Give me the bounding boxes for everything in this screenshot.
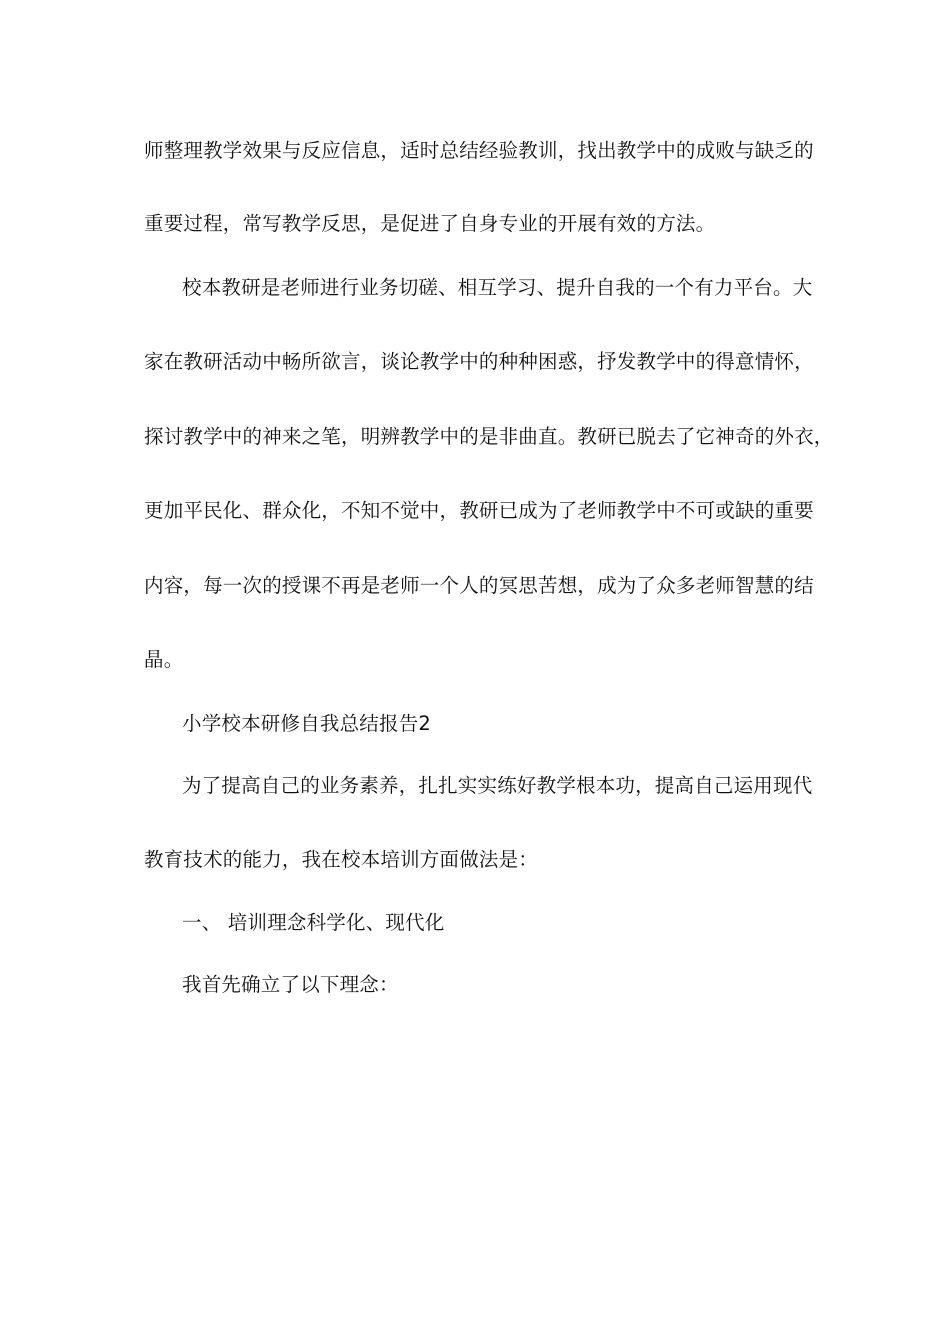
paragraph-line: 我首先确立了以下理念： xyxy=(182,973,399,996)
paragraph-line: 探讨教学中的神来之笔，明辨教学中的是非曲直。教研已脱去了它神奇的外衣， xyxy=(144,425,834,448)
paragraph-line: 家在教研活动中畅所欲言，谈论教学中的种种困惑，抒发教学中的得意情怀， xyxy=(144,350,814,373)
paragraph-line: 教育技术的能力，我在校本培训方面做法是： xyxy=(144,848,539,871)
paragraph-line: 师整理教学效果与反应信息，适时总结经验教训，找出教学中的成败与缺乏的 xyxy=(144,139,814,162)
paragraph-line: 为了提高自己的业务素养，扎扎实实练好教学根本功，提高自己运用现代 xyxy=(182,774,813,797)
paragraph-line: 晶。 xyxy=(144,648,184,671)
paragraph-line: 重要过程，常写教学反思，是促进了自身专业的开展有效的方法。 xyxy=(144,212,716,235)
paragraph-line: 校本教研是老师进行业务切磋、相互学习、提升自我的一个有力平台。大 xyxy=(182,276,813,299)
paragraph-line: 更加平民化、群众化，不知不觉中，教研已成为了老师教学中不可或缺的重要 xyxy=(144,499,814,522)
subsection-heading: 一、 培训理念科学化、现代化 xyxy=(182,911,445,934)
section-heading: 小学校本研修自我总结报告2 xyxy=(182,712,432,735)
paragraph-line: 内容，每一次的授课不再是老师一个人的冥思苦想，成为了众多老师智慧的结 xyxy=(144,574,814,597)
